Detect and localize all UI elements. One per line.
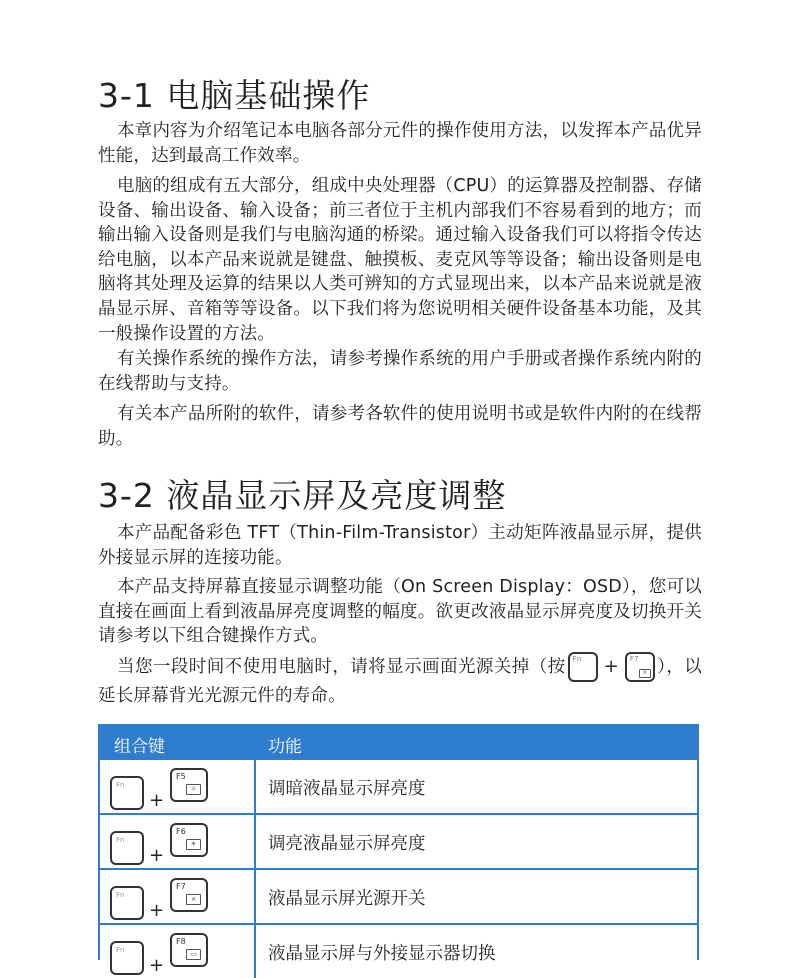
- backlight-text-after: ），以延长屏幕背光光源元件的寿命。: [98, 657, 702, 706]
- paragraph-tft-display: 本产品配备彩色 TFT（Thin-Film-Transistor）主动矩阵液晶显示屏，提供外接显示屏的连接功能。: [98, 523, 702, 568]
- column-divider: [254, 815, 256, 868]
- display-switch-icon: ▭: [186, 949, 201, 960]
- key-combo: [110, 823, 250, 866]
- paragraph-os-help: 有关操作系统的操作方法，请参考操作系统的用户手册或者操作系统内附的在线帮助与支持。: [98, 349, 702, 394]
- function-text: 液晶显示屏光源开关: [268, 889, 426, 909]
- f8-key-icon: F8 ▭: [170, 933, 208, 967]
- section-heading-3-2: 3-2 液晶显示屏及亮度调整: [98, 476, 507, 515]
- fn-key-icon: Fn: [568, 652, 598, 682]
- table-row: [100, 868, 697, 923]
- table-row: [100, 923, 697, 978]
- section-heading-3-1: 3-1 电脑基础操作: [98, 76, 371, 115]
- function-text: 调暗液晶显示屏亮度: [268, 779, 426, 799]
- fn-key-icon: Fn: [110, 886, 144, 920]
- plus-sign: +: [149, 955, 165, 976]
- f6-key-icon: F6 ☀: [170, 823, 208, 857]
- paragraph-software-help: 有关本产品所附的软件，请参考各软件的使用说明书或是软件内附的在线帮助。: [98, 404, 702, 449]
- brightness-down-icon: ☼: [186, 784, 201, 795]
- f5-key-icon: F5 ☼: [170, 768, 208, 802]
- plus-sign: +: [149, 790, 165, 811]
- table-header: [100, 726, 697, 758]
- key-combo: [110, 768, 250, 811]
- column-divider: [254, 870, 256, 923]
- fn-key-icon: Fn: [110, 941, 144, 975]
- plus-sign: +: [149, 845, 165, 866]
- key-combo: [110, 878, 250, 921]
- plus-sign: +: [603, 656, 619, 677]
- header-combo-key: 组合键: [114, 737, 165, 757]
- backlight-text-before: 当您一段时间不使用电脑时，请将显示画面光源关掉（按: [117, 657, 566, 677]
- column-divider: [254, 760, 256, 813]
- paragraph-backlight-off: [98, 652, 702, 710]
- plus-sign: +: [149, 900, 165, 921]
- display-off-icon: ×: [639, 669, 651, 678]
- brightness-up-icon: ☀: [186, 839, 201, 850]
- function-text: 液晶显示屏与外接显示器切换: [268, 944, 496, 964]
- f7-key-icon: F7 ×: [170, 878, 208, 912]
- paragraph-intro: 本章内容为介绍笔记本电脑各部分元件的操作使用方法，以发挥本产品优异性能，达到最高工作效率。: [98, 121, 702, 166]
- display-off-icon: ×: [186, 894, 201, 905]
- hotkey-table: [98, 724, 699, 976]
- fn-key-icon: Fn: [110, 776, 144, 810]
- table-row: [100, 813, 697, 868]
- paragraph-osd: 本产品支持屏幕直接显示调整功能（On Screen Display：OSD），您可以直接在画面上看到液晶屏亮度调整的幅度。欲更改液晶显示屏亮度及切换开关请参考以下组合键操作方式。: [98, 577, 702, 647]
- key-combo: [110, 933, 250, 976]
- function-text: 调亮液晶显示屏亮度: [268, 834, 426, 854]
- table-row: [100, 758, 697, 813]
- f7-key-icon: F7 ×: [625, 652, 655, 682]
- header-function: 功能: [268, 737, 302, 757]
- column-divider: [254, 726, 256, 758]
- paragraph-computer-components: 电脑的组成有五大部分，组成中央处理器（CPU）的运算器及控制器、存储设备、输出设备、输入设备；前三者位于主机内部我们不容易看到的地方；而输出输入设备则是我们与电脑沟通的桥梁。通过输入设备我们可以将指令传达给电脑，以本产品来说就是键盘、触摸板、麦克风等等设备；输出设备则是电脑将其处理及运算的结果以人类可辨知的方式显现出来，以本产品来说就是液晶显示屏、音箱等等设备。以下我们将为您说明相关硬件设备基本功能，及其一般操作设置的方法。: [98, 176, 702, 344]
- fn-key-icon: Fn: [110, 831, 144, 865]
- column-divider: [254, 925, 256, 978]
